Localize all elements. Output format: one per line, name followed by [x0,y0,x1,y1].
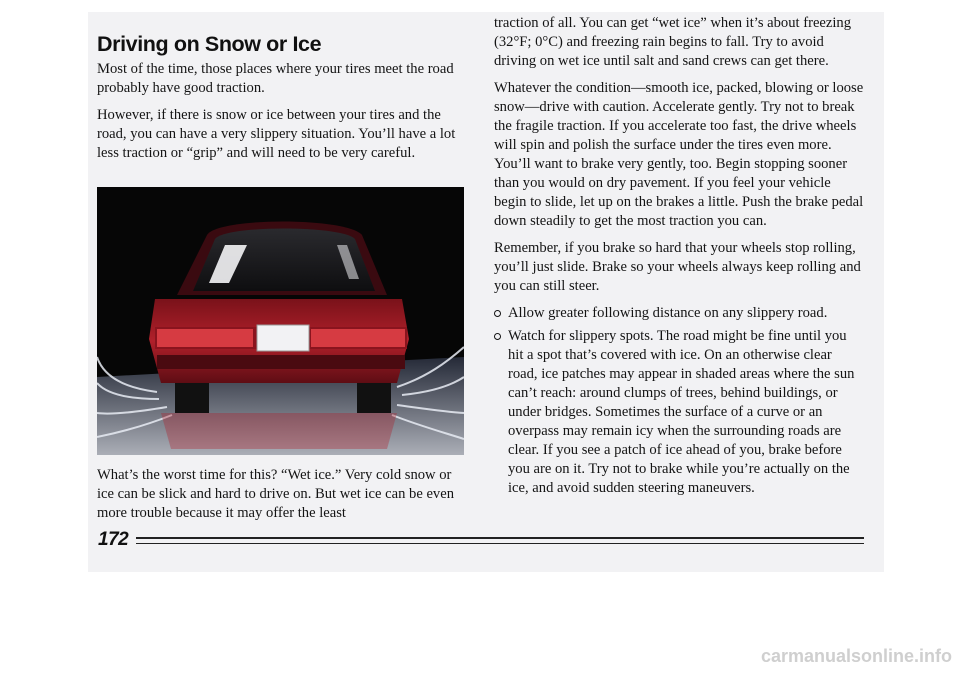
left-column [97,32,459,171]
list-item [494,327,864,498]
watermark: carmanualsonline.info [760,646,952,666]
list-item-text: Watch for slippery spots. The road might be fine until you hit a spot that’s covered with ice. On an otherwise clear road, ice patches may appear in shaded areas where the sun can’t reach: around clumps of trees, behind buildings, or under bridges. Sometimes the surface of a curve or an overpass may remain icy when the surrounding roads are clear. If you see a patch of ice ahead of you, brake before you are on it. Try not to brake while you’re actually on the ice, and avoid sudden steering maneuvers. [508,328,855,496]
bullet-icon [494,333,501,340]
bullet-icon [494,310,501,317]
page-number: 172 [98,529,129,550]
paragraph: Whatever the condition—smooth ice, packed, blowing or loose snow—drive with caution. Accelerate gently. Try not to break the fragile traction. If you accelerate too fast, the drive wheels will spin and polish the surface under the tires even more. You’ll want to brake very gently, too. Begin stopping sooner than you would on dry pavement. If you feel your vehicle begin to slide, let up on the brakes a little. Push the brake pedal down steadily to get the most traction you can. [494,80,864,229]
section-heading: Driving on Snow or Ice [97,32,322,56]
paragraph: What’s the worst time for this? “Wet ice.” Very cold snow or ice can be slick and hard to drive on. But wet ice can be even more trouble because it may offer the least [97,467,454,521]
paragraph: Remember, if you brake so hard that your wheels stop rolling, you’ll just slide. Brake so your wheels always keep rolling and you can still steer. [494,240,861,294]
footer-divider [136,537,864,539]
caption-paragraph [97,466,467,531]
paragraph: However, if there is snow or ice between your tires and the road, you can have a very slippery situation. You’ll have a lot less traction or “grip” and will need to be very careful. [97,107,456,161]
paragraph: traction of all. You can get “wet ice” when it’s about freezing (32°F; 0°C) and freezing rain begins to fall. Try to avoid driving on wet ice until salt and sand crews can get there. [494,15,852,69]
paragraph: Most of the time, those places where your tires meet the road probably have good traction. [97,61,454,96]
car-on-ice-photo [97,187,464,455]
footer-divider [136,543,864,544]
list-item [494,304,864,323]
car-illustration [97,187,464,455]
right-column [494,14,864,502]
list-item-text: Allow greater following distance on any slippery road. [508,305,828,321]
bullet-list [494,304,864,498]
